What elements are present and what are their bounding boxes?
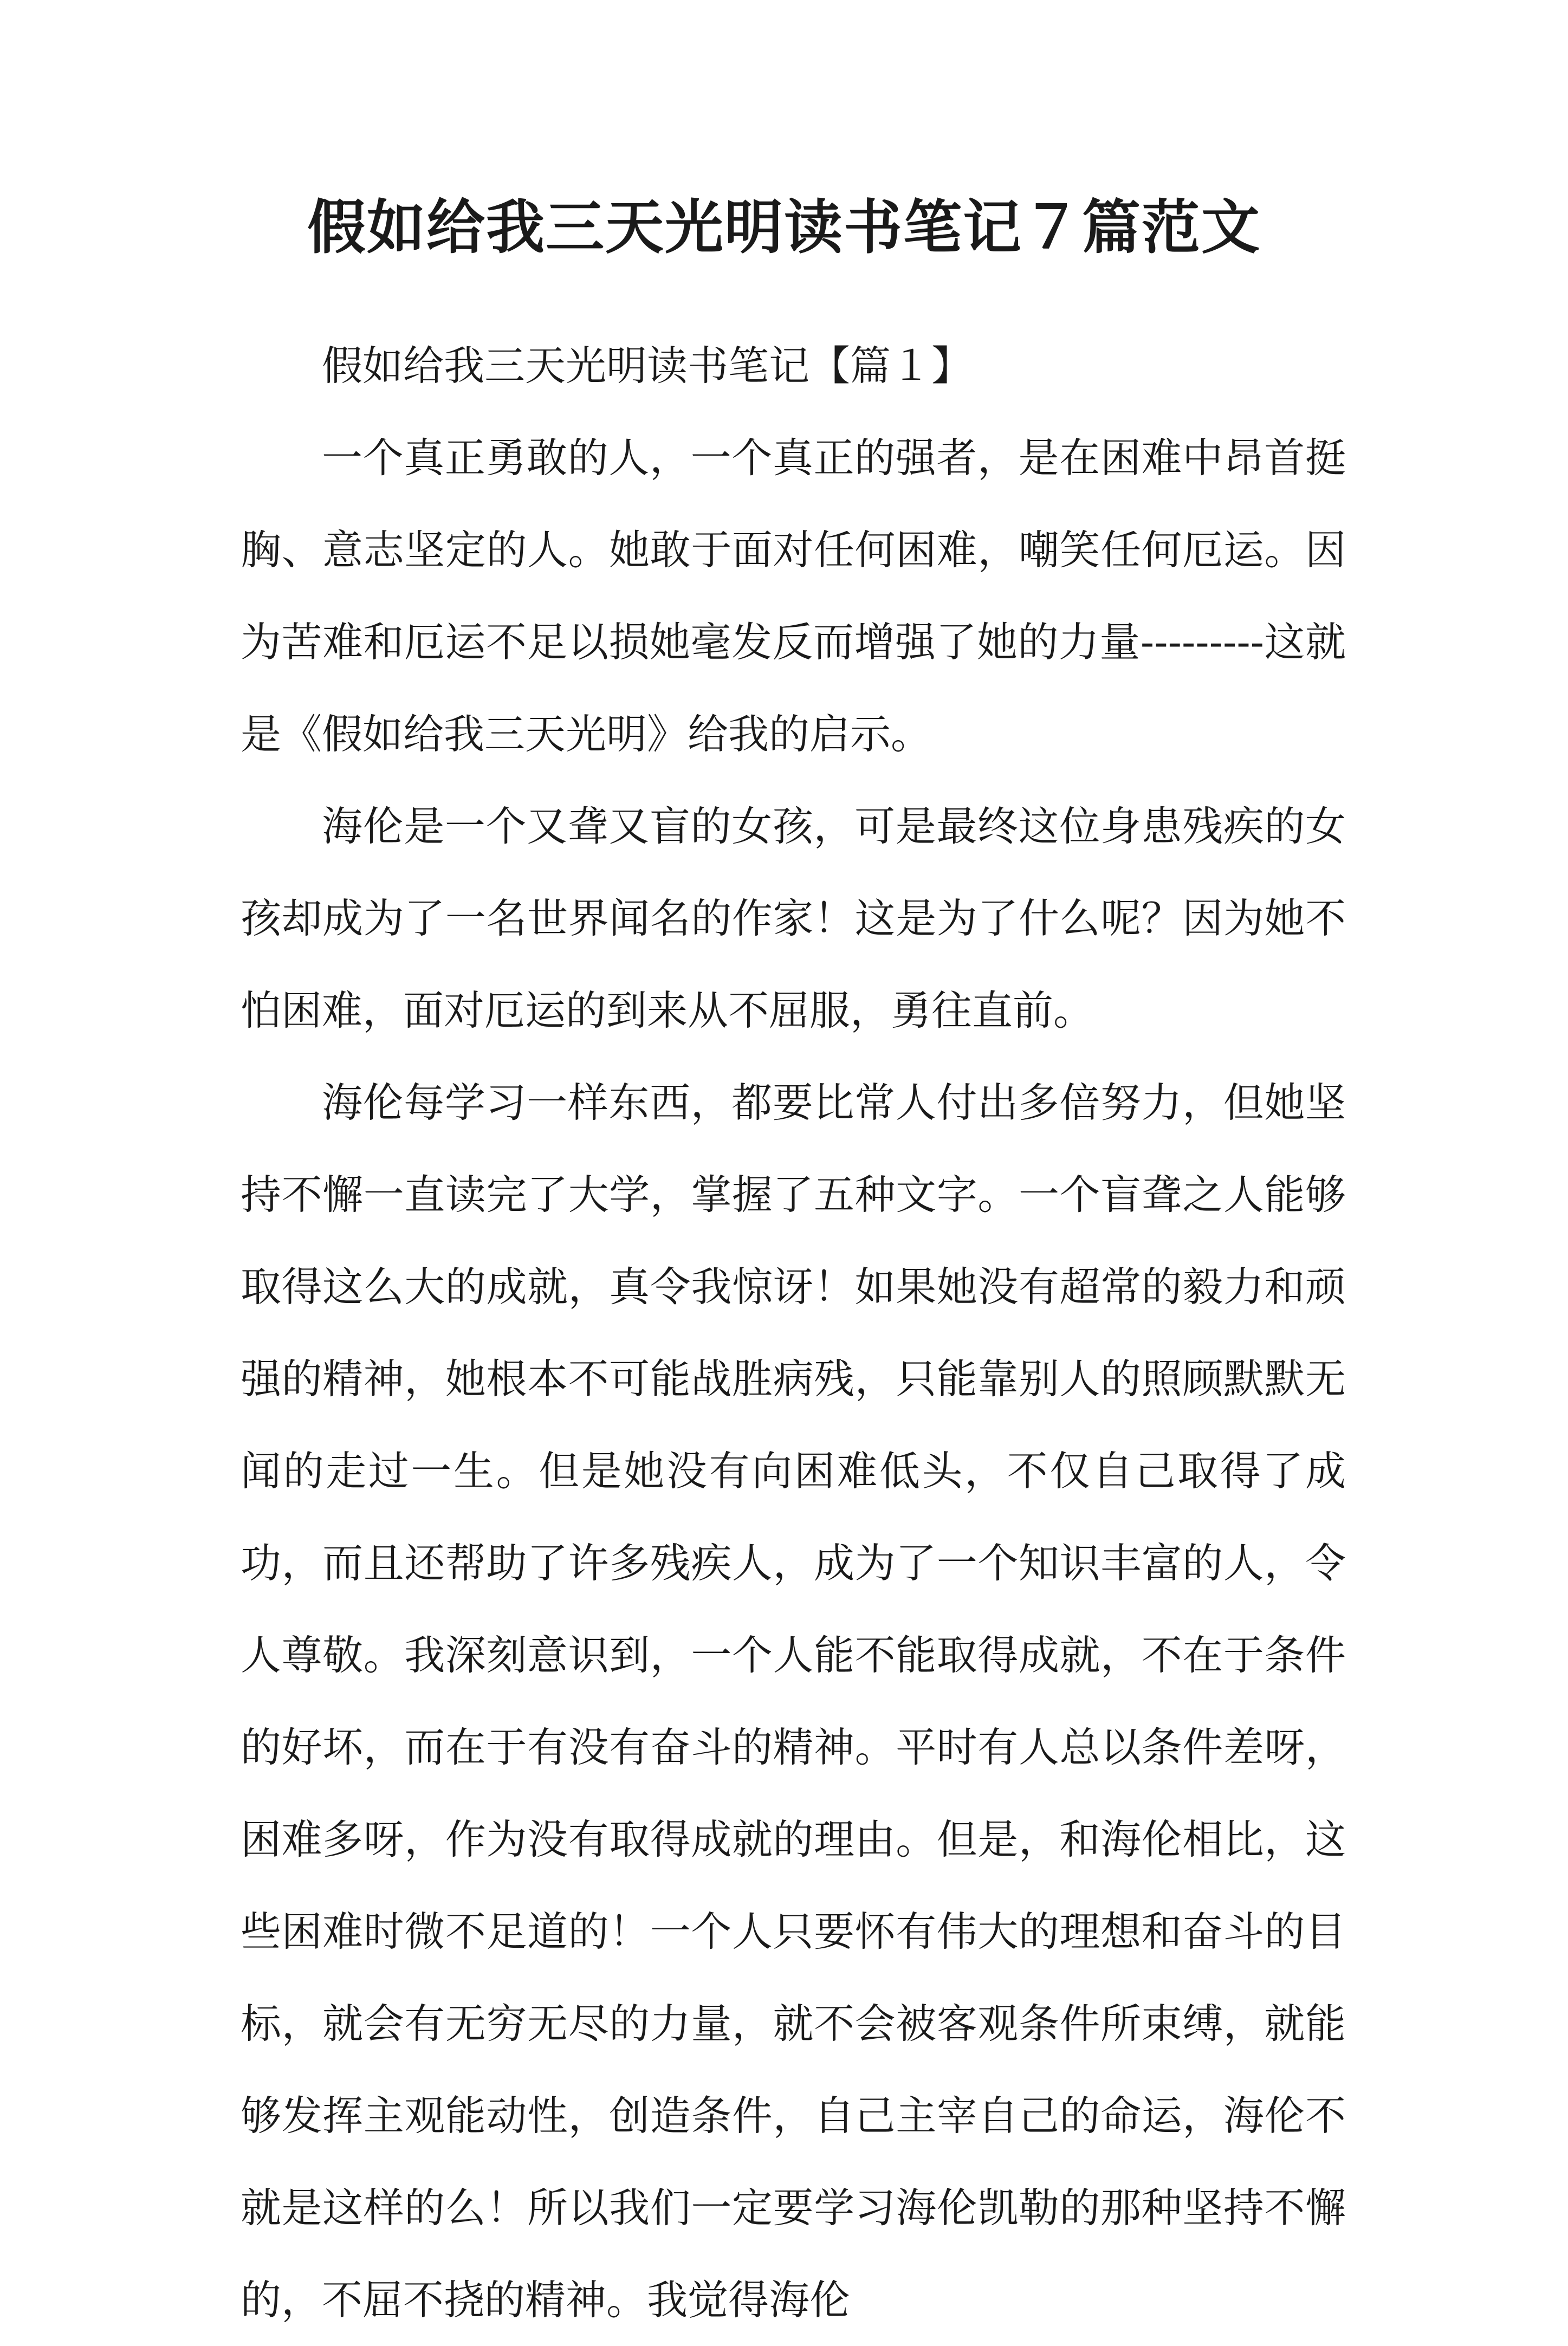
section-heading: 假如给我三天光明读书笔记【篇１】 <box>322 342 973 390</box>
paragraph-3: 海伦每学习一样东西，都要比常人付出多倍努力，但她坚持不懈一直读完了大学，掌握了五种文字。一个盲聋之人能够取得这么大的成就，真令我惊讶！如果她没有超常的毅力和顽强的精神，她根本不可能战胜病残，只能靠别人的照顾默默无闻的走过一生。但是她没有向困难低头，不仅自己取得了成功，而且还帮助了许多残疾人，成为了一个知识丰富的人，令人尊敬。我深刻意识到，一个人能不能取得成就，不在于条件的好坏，而在于有没有奋斗的精神。平时有人总以条件差呀，困难多呀，作为没有取得成就的理由。但是，和海伦相比，这些困难时微不足道的！一个人只要怀有伟大的理想和奋斗的目标，就会有无穷无尽的力量，就不会被客观条件所束缚，就能够发挥主观能动性，创造条件，自己主宰自己的命运，海伦不就是这样的么！所以我们一定要学习海伦凯勒的那种坚持不懈的，不屈不挠的精神。我觉得海伦 <box>241 1079 1346 2324</box>
paragraph-1: 一个真正勇敢的人，一个真正的强者，是在困难中昂首挺胸、意志坚定的人。她敢于面对任何困难，嘲笑任何厄运。因为苦难和厄运不足以损她毫发反而增强了她的力量---------这就是《假如给我三天光明》给我的启示。 <box>241 434 1346 758</box>
paragraph-2: 海伦是一个又聋又盲的女孩，可是最终这位身患残疾的女孩却成为了一名世界闻名的作家！这是为了什么呢？因为她不怕困难，面对厄运的到来从不屈服，勇往直前。 <box>241 802 1346 1034</box>
document-body <box>241 320 1346 2346</box>
document-title: 假如给我三天光明读书笔记７篇范文 <box>307 193 1261 262</box>
